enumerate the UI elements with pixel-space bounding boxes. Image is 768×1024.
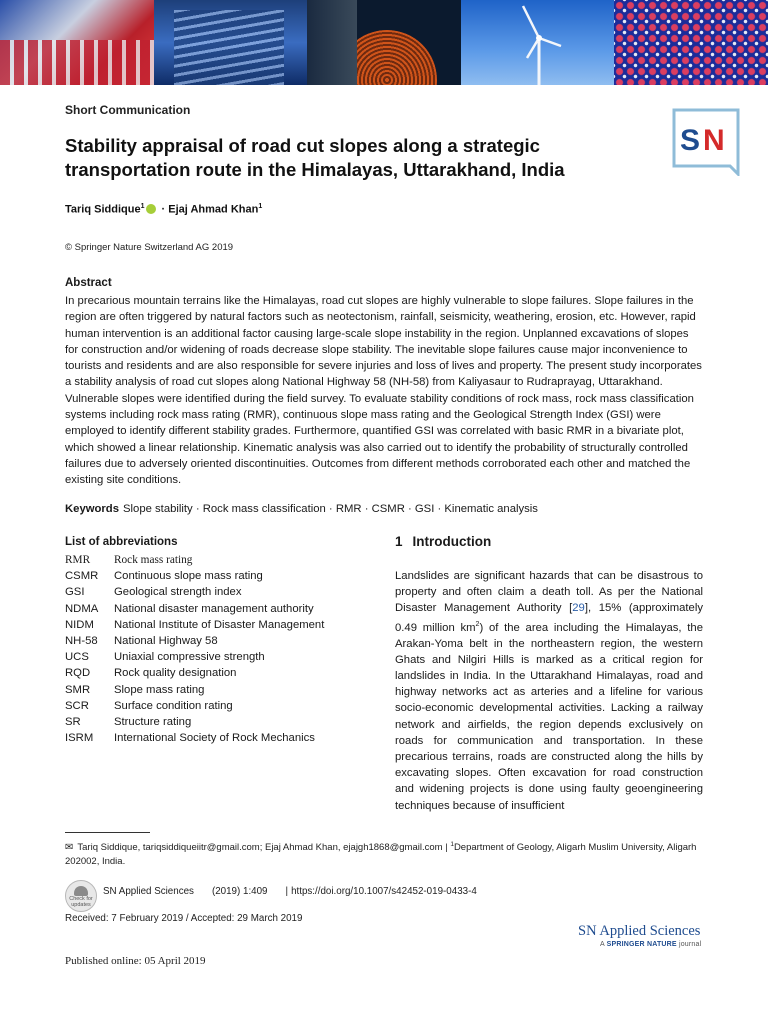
orcid-icon[interactable]	[146, 204, 156, 214]
affiliation-marker: 1	[258, 203, 263, 210]
list-item: RMR Rock mass rating	[65, 554, 193, 566]
article-type: Short Communication	[65, 103, 191, 117]
copyright-notice: © Springer Nature Switzerland AG 2019	[65, 242, 234, 253]
footnote-divider	[65, 832, 150, 833]
list-item: SR Structure rating	[65, 715, 192, 728]
section-title: Introduction	[412, 534, 492, 549]
envelope-icon: ✉	[65, 842, 74, 854]
abbreviations-list	[65, 552, 375, 746]
abstract-heading: Abstract	[65, 277, 112, 289]
received-dates: Received: 7 February 2019 / Accepted: 29 March 2019	[65, 913, 303, 924]
author-separator: ·	[158, 203, 169, 216]
header-banner	[0, 0, 768, 85]
journal-name: SN Applied Sciences	[103, 886, 194, 897]
list-item: SCR Surface condition rating	[65, 699, 233, 712]
svg-text:N: N	[703, 124, 725, 157]
author-footnote: ✉ Tariq Siddique, tariqsiddiqueiitr@gmail.com; Ejaj Ahmad Khan, ejajgh1868@gmail.com | $^1$Department of Geology, Aligarh Muslim University, Aligarh 202002, India.	[65, 841, 697, 868]
banner-image-1	[0, 0, 154, 85]
journal-brand: SN Applied Sciences	[578, 923, 701, 939]
publisher-tagline: A SPRINGER NATURE journal	[600, 941, 702, 948]
abbreviations-heading: List of abbreviations	[65, 536, 178, 548]
volume-info: (2019) 1:409	[211, 886, 268, 897]
introduction-text: Landslides are significant hazards that can be disastrous to property and often claim a death toll. As per the National Disaster Management Authority [29], 15% (approximately 0.49 million $km^2$) of the area including the Himalayas, the Arakan-Yoma belt in the northeastern region, the western Ghats and Nilgiri Hills is marked as a critical region for landslides in India. In the Uttarakhand Himalayas, road and highway networks act as arteries and a lifeline for various socio-economic developmental activities. Lacking a railway network and airfields, the region depends exclusively on roads for communication and transportation. In these precarious terrains, roads are constructed along the hills by excavating slopes. Often excavation for road construction and widening projects is done using faulty geoengineering techniques because of insufficient	[395, 570, 703, 812]
section-number: 1	[395, 534, 403, 549]
citation-link[interactable]: 29	[572, 602, 585, 615]
doi-link[interactable]: https://doi.org/10.1007/s42452-019-0433-4	[291, 886, 477, 897]
list-item: NIDM National Institute of Disaster Management	[65, 618, 325, 631]
affiliation: Department of Geology, Aligarh Muslim University, Aligarh 202002, India.	[65, 842, 697, 868]
affiliation-marker: 1	[140, 203, 145, 210]
banner-image-3	[307, 0, 461, 85]
list-item: NDMA National disaster management authority	[65, 602, 314, 615]
list-item: CSMR Continuous slope mass rating	[65, 570, 263, 583]
abstract-text: In precarious mountain terrains like the Himalayas, road cut slopes are highly vulnerable to slope failures. Slope failures in the region are often triggered by natural factors such as neotectonism, rainfall, seismicity, weathering, erosion, etc. However, rapid human intervention is an additional factor causing large-scale slope instability in the region. Unplanned excavations of slopes for construction and/or widening of roads decrease slope stability. The inevitable slope failures cause major inconvenience to tourists and residents and are also responsible for severe injuries and loss of lives and property. The present study incorporates a stability analysis of road cut slopes along National Highway 58 (NH-58) from Kaliyasaur to Rudraprayag, Uttarakhand. Vulnerable slopes were identified during the field survey. To evaluate stability conditions of rock mass, rock mass classification systems including rock mass rating (RMR), continuous slope mass rating and the Geological Strength Index (GSI) were employed to identify different stability grades. Furthermore, quantified GSI was correlated with basic RMR in a bivariate plot, which showed a linear relationship. Kinematic analysis was also carried out to identify the probability of structurally controlled failures due to adversely oriented discontinuities. Outcomes from different methods corroborated each other and matched the existing site conditions.	[65, 295, 702, 487]
list-item: RQD Rock quality designation	[65, 667, 237, 680]
keywords-label: Keywords	[65, 503, 119, 515]
list-item: ISRM International Society of Rock Mechanics	[65, 732, 315, 745]
banner-image-2	[154, 0, 308, 85]
list-item: UCS Uniaxial compressive strength	[65, 651, 265, 664]
check-for-updates-label: Check for updates	[69, 896, 93, 908]
banner-image-5	[614, 0, 768, 85]
author-list	[65, 203, 262, 216]
list-item: GSI Geological strength index	[65, 586, 242, 599]
sn-logo-icon[interactable]	[672, 108, 740, 176]
keywords	[65, 503, 538, 515]
published-date: Published online: 05 April 2019	[65, 955, 206, 967]
journal-citation: SN Applied Sciences (2019) 1:409 | https://doi.org/10.1007/s42452-019-0433-4	[103, 886, 477, 897]
author-name[interactable]: Tariq Siddique	[65, 203, 141, 216]
keywords-list: Slope stability · Rock mass classification · RMR · CSMR · GSI · Kinematic analysis	[123, 503, 538, 515]
svg-text:S: S	[680, 124, 701, 157]
article-title: Stability appraisal of road cut slopes along a strategic transportation route in the Himalayas, Uttarakhand, India	[65, 135, 565, 180]
banner-image-wind-turbine	[461, 0, 615, 85]
section-heading-introduction	[395, 534, 491, 549]
author-contacts[interactable]: Tariq Siddique, tariqsiddiqueiitr@gmail.com; Ejaj Ahmad Khan, ejajgh1868@gmail.com |	[77, 842, 451, 854]
author-name[interactable]: Ejaj Ahmad Khan	[168, 203, 259, 216]
list-item: SMR Slope mass rating	[65, 683, 205, 696]
list-item: NH-58 National Highway 58	[65, 634, 218, 647]
